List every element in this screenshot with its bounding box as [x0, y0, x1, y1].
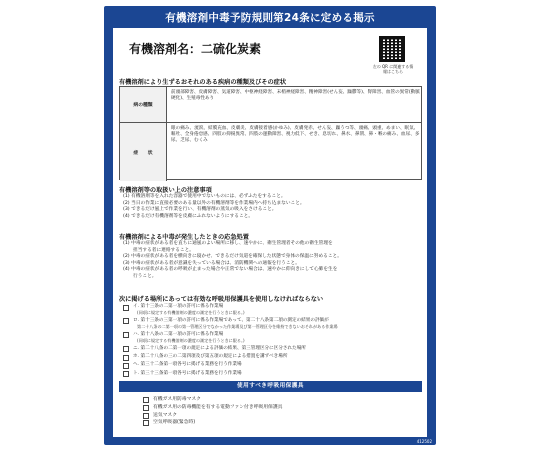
row-text: 眼の痛み、流涙、結膜充血、皮膚炎、皮膚接着感(かゆみ)、皮膚発赤、せん妄、躁うつ等、頭痛、頭重、めまい、眠気、嘔吐、全身倦怠感、四肢の抑揚異常、四肢の運動障害、視力低下、せき、息切れ、鼻水、鼻閉、鼻・喉の痛み、血尿、多尿、乏尿、むくみ — [171, 126, 420, 144]
sign-title: 有機溶剤中毒予防規則第24条に定める掲示 — [165, 12, 375, 24]
respirator-text: 有機ガス用防毒マスク — [153, 397, 201, 402]
respirator-item[interactable] — [143, 397, 403, 403]
sign-panel — [113, 28, 427, 437]
checkbox-icon[interactable] — [143, 420, 149, 426]
respirator-item[interactable] — [143, 420, 403, 426]
checklist-subtext: 第二十八条の二第一項の第一管理区分でなかった作業場及び第一管理区分を維持できないおそれがある作業場 — [137, 323, 338, 329]
respirator-text: 空気呼吸器(緊急時) — [153, 420, 196, 426]
list-item: (3) 中毒の症状がある者が意識を失っている場合は、消防機関への通報を行うこと。 — [123, 260, 300, 266]
respirator-section-title: 使用すべき呼吸用保護具 — [119, 381, 422, 392]
handling-list — [123, 194, 423, 220]
checkbox-icon[interactable] — [123, 371, 129, 377]
row-label: 症 状 — [120, 123, 167, 181]
checklist-text: ニ. 第二十八条の二第一項の規定による評価の結果、第三管理区分に区分された場所 — [133, 345, 306, 351]
list-item: (1) 有機溶剤等を入れた容器で使用中でないものには、必ずふたをすること。 — [123, 194, 286, 199]
checklist-subtext: (同項に規定する有機溶剤の濃度の測定を行うときに限る。) — [137, 309, 245, 315]
qr-caption: 左の QR に関連する情報はこちら — [372, 64, 414, 74]
checklist-item[interactable] — [123, 362, 423, 368]
respirator-item[interactable] — [143, 405, 403, 411]
checkbox-icon[interactable] — [143, 413, 149, 419]
checklist-item[interactable] — [123, 371, 423, 377]
checkbox-icon[interactable] — [143, 397, 149, 403]
product-code: 412502 — [416, 439, 432, 444]
respirator-text: 有機ガス用の防毒機能を有する電動ファン付き呼吸用保護具 — [153, 404, 283, 410]
list-item: (3) できるだけ風上で作業を行い、有機溶剤の蒸気の吸入をさけること。 — [123, 207, 277, 213]
qr-code-icon — [379, 36, 405, 62]
disease-table — [119, 86, 422, 180]
list-item: (2) 中毒の症状がある者を横向きに寝かせ、できるだけ気道を確保した状態で身体の保温に努めること。 — [123, 254, 342, 260]
respirator-checklist — [143, 397, 403, 428]
checklist-item[interactable] — [123, 354, 423, 360]
list-item: (2) 当日の作業に直接必要のある量以外の有機溶剤等を作業場内へ持ち込まないこと。 — [123, 200, 305, 206]
checklist-subtext: (同項に規定する有機溶剤の濃度の測定を行うときに限る。) — [137, 337, 245, 343]
sign-board — [104, 6, 436, 445]
list-item: (1) 中毒の症状がある者を直ちに通風のよい場所に移し、速やかに、衛生管理者その他の衛生管理を — [123, 241, 333, 246]
checklist-text: イ. 第十三条の二第一項の許可に係る作業場 — [133, 304, 224, 309]
checklist-item[interactable] — [123, 318, 423, 330]
table-row — [120, 123, 421, 181]
checkbox-icon[interactable] — [123, 346, 129, 352]
solvent-name: 有機溶剤名：二硫化炭素 — [129, 42, 262, 56]
checklist-item[interactable] — [123, 346, 423, 352]
checkbox-icon[interactable] — [123, 363, 129, 369]
checklist-item[interactable] — [123, 332, 423, 344]
list-item: (4) できるだけ有機溶剤等を皮膚にふれないようにすること。 — [123, 213, 254, 219]
respirator-text: 送気マスク — [153, 412, 177, 418]
checklist-text: ハ. 第十八条の二第一項の許可に係る作業場 — [133, 331, 224, 337]
checklist-text: ト. 第三十三条第一項各号に掲げる業務を行う作業場 — [133, 370, 242, 376]
list-item-continued: 担当する者に連絡すること。 — [133, 247, 194, 253]
checklist-item[interactable] — [123, 304, 423, 316]
header-row — [113, 28, 427, 72]
row-text: 前頭部障害、皮膚障害、気道障害、中枢神経障害、末梢神経障害、精神障害(せん妄、躁鬱等)、腎障害、血管の異常(動脈硬化)、生殖毒性あり — [171, 90, 420, 102]
list-item-continued: 行うこと。 — [133, 273, 157, 279]
checkbox-icon[interactable] — [123, 305, 129, 311]
workplace-checklist — [123, 304, 423, 379]
respirator-item[interactable] — [143, 413, 403, 419]
first-aid-section-title: 有機溶剤による中毒が発生したときの応急処置 — [119, 234, 249, 241]
row-label: 病の種類 — [120, 87, 167, 122]
list-item: (4) 中毒の症状がある者の呼吸が止まった場合や正常でない場合は、速やかに仰向きにして心肺を生を — [123, 267, 338, 273]
checklist-text: ロ. 第十三条の三第一項の許可に係る作業場であって、第二十八条第二項の測定の結果の評価が — [133, 317, 329, 323]
protection-section-title: 次に掲げる場所にあっては有効な呼吸用保護具を使用しなければならない — [119, 296, 324, 303]
handling-section-title: 有機溶剤等の取扱い上の注意事項 — [119, 187, 212, 194]
checkbox-icon[interactable] — [123, 332, 129, 338]
first-aid-list — [123, 241, 423, 281]
disease-section-title: 有機溶剤により生ずるおそれのある疾病の種類及びその症状 — [119, 79, 287, 86]
checkbox-icon[interactable] — [123, 318, 129, 324]
checklist-text: ヘ. 第三十二条第一項各号に掲げる業務を行う作業場 — [133, 362, 242, 368]
checkbox-icon[interactable] — [123, 355, 129, 361]
checkbox-icon[interactable] — [143, 405, 149, 411]
checklist-text: ホ. 第二十八条の三の二第四項及び第五項の規定による措置を講ずべき場所 — [133, 354, 288, 360]
table-row — [120, 87, 421, 123]
